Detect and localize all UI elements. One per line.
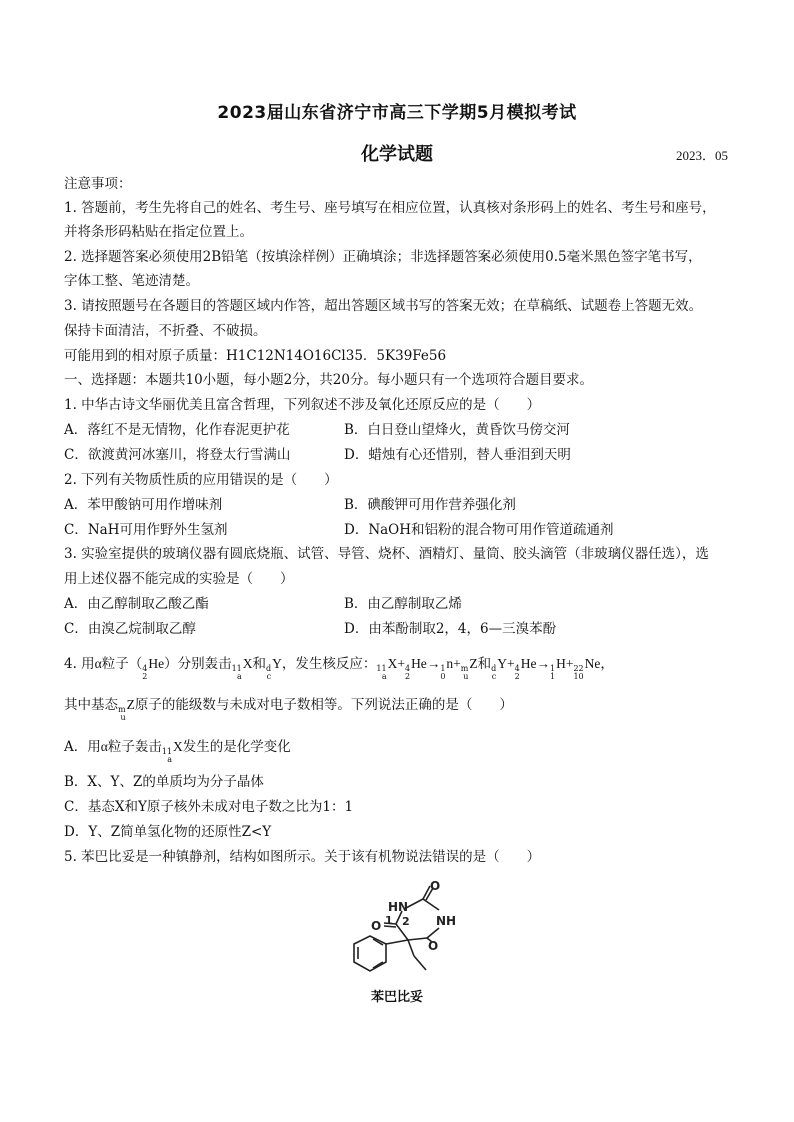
svg-text:NH: NH	[436, 914, 457, 928]
q1-option-c: C．欲渡黄河冰塞川，将登太行雪满山	[64, 447, 291, 463]
nuclide-n: 1 0 n	[440, 656, 454, 681]
q3-stem-line1: 3. 实验室提供的玻璃仪器有圆底烧瓶、试管、导管、烧杯、酒精灯、量筒、胶头滴管（非玻璃仪器任选），选	[64, 546, 709, 562]
q4-option-c: C．基态X和Y原子核外未成对电子数之比为1：1	[64, 799, 354, 815]
nuclide-x-reactant: 11 a X	[376, 656, 398, 681]
q1-option-d: D．蜡烛有心还惜别，替人垂泪到天明	[344, 447, 571, 463]
notice-item2-line1: 2. 选择题答案必须使用2B铅笔（按填涂样例）正确填涂；非选择题答案必须使用0.5毫米黑色签字笔书写，	[64, 249, 702, 265]
q1-option-a: A．落红不是无情物，化作春泥更护花	[64, 422, 290, 438]
q3-option-d: D．由苯酚制取2，4，6—三溴苯酚	[344, 621, 557, 637]
nuclide-ne: 22 10 Ne	[573, 656, 601, 681]
q4-stem-line2: 其中基态 m u Z原子的能级数与未成对电子数相等。下列说法正确的是（ ）	[64, 697, 513, 722]
nuclide-x: 11 a X	[231, 656, 253, 681]
q2-stem: 2. 下列有关物质性质的应用错误的是（ ）	[64, 472, 338, 488]
q5-stem: 5. 苯巴比妥是一种镇静剂，结构如图所示。关于该有机物说法错误的是（ ）	[64, 849, 541, 865]
svg-text:O: O	[430, 879, 441, 893]
exam-subtitle: 化学试题	[361, 144, 433, 165]
q2-option-a: A．苯甲酸钠可用作增味剂	[64, 497, 223, 513]
notice-heading: 注意事项：	[64, 176, 132, 192]
section1-heading: 一、选择题：本题共10小题，每小题2分，共20分。每小题只有一个选项符合题目要求。	[64, 372, 593, 388]
nuclide-h: 1 1 H	[549, 656, 566, 681]
notice-item3-line1: 3. 请按照题号在各题目的答题区域内作答，超出答题区域书写的答案无效；在草稿纸、试题卷上答题无效。	[64, 298, 703, 314]
phenobarbital-caption: 苯巴比妥	[370, 990, 423, 1005]
svg-text:O: O	[428, 939, 439, 953]
exam-title: 2023届山东省济宁市高三下学期5月模拟考试	[217, 103, 577, 123]
notice-item1-line1: 1. 答题前，考生先将自己的姓名、考生号、座号填写在相应位置，认真核对条形码上的姓名、考生号和座号，	[64, 200, 716, 216]
notice-item2-line2: 字体工整、笔迹清楚。	[64, 273, 199, 289]
q1-stem: 1. 中华古诗文华丽优美且富含哲理，下列叙述不涉及氧化还原反应的是（ ）	[64, 397, 541, 413]
q3-option-a: A．由乙醇制取乙酸乙酯	[64, 596, 209, 612]
q3-option-c: C．由溴乙烷制取乙醇	[64, 621, 196, 637]
q4-option-b: B．X、Y、Z的单质均为分子晶体	[64, 774, 264, 790]
nuclide-z: m u Z	[460, 656, 478, 681]
notice-item3-line2: 保持卡面清洁，不折叠、不破损。	[64, 323, 267, 339]
q1-option-b: B．白日登山望烽火，黄昏饮马傍交河	[344, 422, 570, 438]
svg-text:2: 2	[402, 915, 410, 928]
nuclide-y: d c Y	[266, 656, 282, 681]
q4-option-a: A．用α粒子轰击 11 a X发生的是化学变化	[64, 739, 291, 764]
atomic-mass-line: 可能用到的相对原子质量：H1C12N14O16Cl35．5K39Fe56	[64, 348, 447, 364]
svg-text:HN: HN	[388, 900, 409, 914]
q3-stem-line2: 用上述仪器不能完成的实验是（ ）	[64, 571, 294, 587]
q4-option-d: D．Y、Z简单氢化物的还原性Z<Y	[64, 824, 272, 840]
q2-option-d: D．NaOH和铝粉的混合物可用作管道疏通剂	[344, 522, 614, 538]
exam-date: 2023．05	[676, 148, 729, 163]
svg-text:O: O	[371, 919, 382, 933]
q4-stem-line1: 4. 用α粒子（ 4 2 He）分别轰击 11 a X和 d c Y，发生核反应： 11 a X+ 4 2 He→ 1 0 n+ m u Z和 d c Y+ 4 2 He→ 1 1 H+ 22 10 Ne，	[64, 656, 614, 681]
svg-text:1: 1	[385, 914, 393, 927]
q3-option-b: B．由乙醇制取乙烯	[344, 596, 462, 612]
q2-option-c: C．NaH可用作野外生氢剂	[64, 522, 228, 538]
q2-option-b: B．碘酸钾可用作营养强化剂	[344, 497, 516, 513]
notice-item1-line2: 并将条形码粘贴在指定位置上。	[64, 224, 253, 240]
nuclide-he: 4 2 He	[142, 656, 165, 681]
